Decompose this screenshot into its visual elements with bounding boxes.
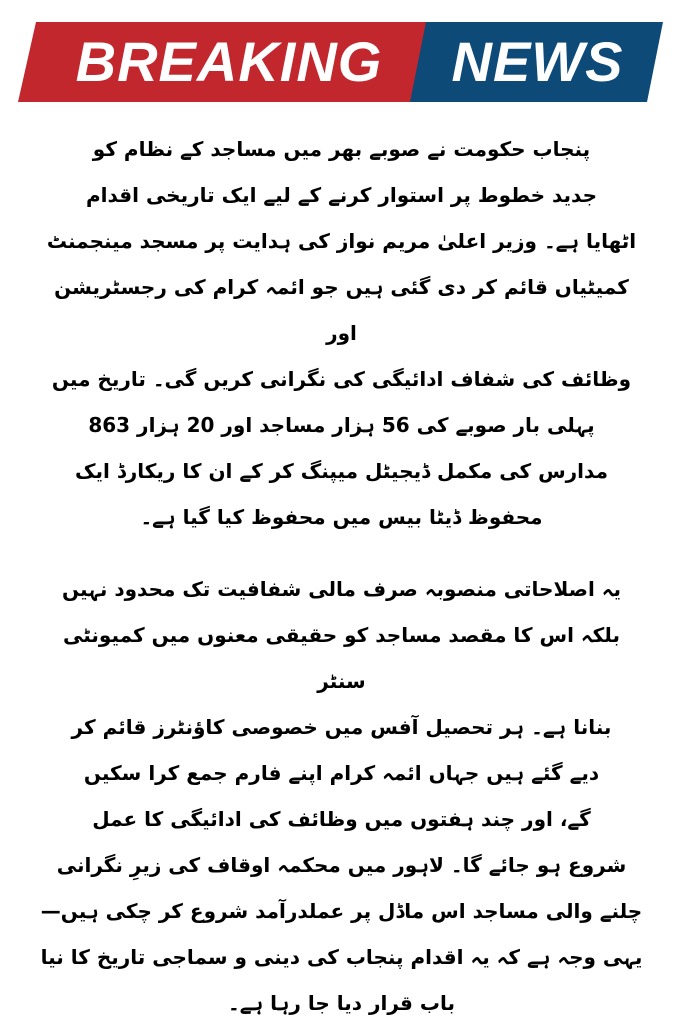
text-line: یہ اصلاحاتی منصوبہ صرف مالی شفافیت تک محدود نہیں (61, 577, 622, 601)
text-line: بلکہ اس کا مقصد مساجد کو حقیقی معنوں میں کمیونٹی سنٹر (63, 623, 620, 693)
text-line: باب قرار دیا جا رہا ہے۔ (228, 991, 455, 1015)
text-line: اٹھایا ہے۔ وزیر اعلیٰ مریم نواز کی ہدایت پر مسجد مینجمنٹ (46, 229, 637, 253)
text-line: شروع ہو جائے گا۔ لاہور میں محکمہ اوقاف کی زیرِ نگرانی (56, 853, 627, 877)
text-line: گے، اور چند ہفتوں میں وظائف کی ادائیگی کا عمل (92, 807, 591, 831)
banner-word-news: NEWS (451, 30, 624, 93)
banner-word-breaking: BREAKING (75, 30, 383, 93)
text-line: وظائف کی شفاف ادائیگی کی نگرانی کریں گی۔ تاریخ میں (51, 367, 632, 391)
text-line: جدید خطوط پر استوار کرنے کے لیے ایک تاریخی اقدام (85, 183, 598, 207)
text-line: دیے گئے ہیں جہاں ائمہ کرام اپنے فارم جمع کرا سکیں (83, 761, 600, 785)
text-line: کمیٹیاں قائم کر دی گئی ہیں جو ائمہ کرام کی رجسٹریشن اور (54, 275, 629, 345)
text-line: یہی وجہ ہے کہ یہ اقدام پنجاب کی دینی و سماجی تاریخ کا نیا (40, 945, 643, 969)
text-line: بنانا ہے۔ ہر تحصیل آفس میں خصوصی کاؤنٹرز قائم کر (71, 715, 612, 739)
text-line: پہلی بار صوبے کی 56 ہزار مساجد اور 20 ہزار 863 (88, 413, 595, 437)
paragraph-1 (36, 126, 647, 540)
text-line: محفوظ ڈیٹا بیس میں محفوظ کیا گیا ہے۔ (140, 505, 543, 529)
text-line: پنجاب حکومت نے صوبے بھر میں مساجد کے نظام کو (92, 137, 591, 161)
breaking-news-banner (18, 22, 663, 102)
text-line: مدارس کی مکمل ڈیجیٹل میپنگ کر کے ان کا ریکارڈ ایک (75, 459, 608, 483)
text-line: چلنے والی مساجد اس ماڈل پر عملدرآمد شروع کر چکی ہیں— (40, 899, 643, 923)
paragraph-2 (36, 566, 647, 1026)
